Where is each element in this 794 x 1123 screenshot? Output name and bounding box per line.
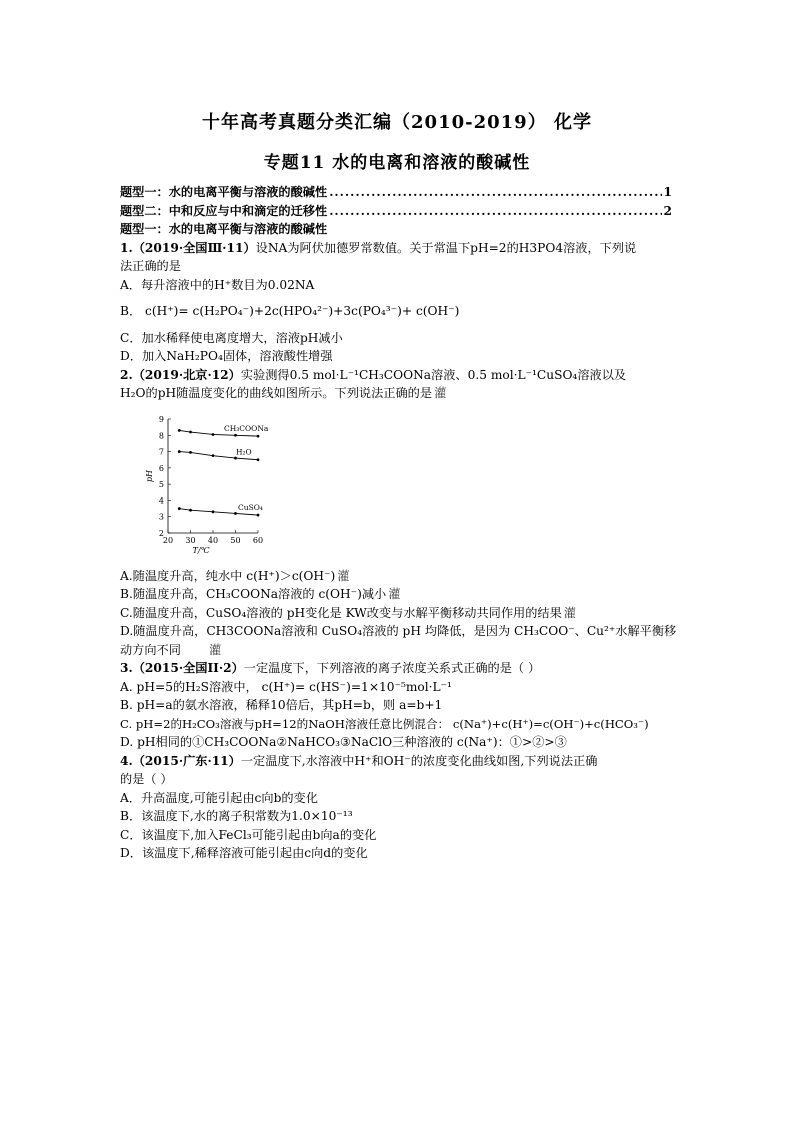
data-point xyxy=(189,450,192,453)
option-b: B.随温度升高，CH₃COONa溶液的 c(OH⁻)减小 xyxy=(120,587,387,601)
question-number: 2. xyxy=(120,367,133,382)
option-c: C．加水稀释使电离度增大，溶液pH减小 xyxy=(120,330,343,345)
option-d: D．该温度下,稀释溶液可能引起由c向d的变化 xyxy=(120,846,368,860)
y-tick-label: 5 xyxy=(158,479,164,489)
question-stem: 一定温度下，下列溶液的离子浓度关系式正确的是（ ） xyxy=(243,661,541,675)
x-tick-label: 30 xyxy=(185,535,196,545)
data-point xyxy=(234,433,237,436)
question-number: 3. xyxy=(120,661,133,675)
y-tick-label: 3 xyxy=(158,512,164,522)
x-tick-label: 50 xyxy=(230,535,241,545)
section-heading: 题型一：水的电离平衡与溶液的酸碱性 xyxy=(120,222,328,236)
data-point xyxy=(178,429,181,432)
stray-mark: 灌 xyxy=(337,568,350,583)
question-stem: 一定温度下,水溶液中H⁺和OH⁻的浓度变化曲线如图,下列说法正确 xyxy=(240,753,598,768)
data-point xyxy=(189,430,192,433)
question-stem-cont: H₂O的pH随温度变化的曲线如图所示。下列说法正确的是 xyxy=(120,386,433,400)
ph-temperature-chart xyxy=(142,411,292,565)
document-title: 十年高考真题分类汇编（2010-2019） 化学 xyxy=(202,112,592,133)
document-body xyxy=(120,183,677,863)
y-tick-label: 6 xyxy=(158,463,164,473)
x-axis-label: T/℃ xyxy=(192,545,210,555)
question-stem: 实验测得0.5 mol·L⁻¹CH₃COONa溶液、0.5 mol·L⁻¹CuSO₄溶液以及 xyxy=(240,367,627,382)
y-tick-label: 4 xyxy=(158,495,164,505)
question-source: （2015·全国II·2） xyxy=(132,661,244,675)
option-d: D.随温度升高，CH3COONa溶液和 CuSO₄溶液的 pH 均降低，是因为 CH₃COO⁻、Cu²⁺水解平衡移 xyxy=(120,624,677,638)
question-2 xyxy=(120,366,677,660)
question-3 xyxy=(120,659,672,752)
x-tick-label: 60 xyxy=(252,535,264,545)
data-point xyxy=(189,508,192,511)
option-d: D．加入NaH₂PO₄固体，溶液酸性增强 xyxy=(120,349,333,363)
data-point xyxy=(234,512,237,515)
stray-mark: 灌 xyxy=(208,642,222,657)
option-a: A.随温度升高，纯水中 c(H⁺)＞c(OH⁻) xyxy=(120,568,336,583)
toc-label: 题型二：中和反应与中和滴定的迁移性 xyxy=(120,203,328,218)
y-tick-label: 9 xyxy=(158,414,164,424)
y-tick-label: 8 xyxy=(158,430,164,440)
series-label: H₂O xyxy=(236,447,252,457)
option-a: A．升高温度,可能引起由c向b的变化 xyxy=(120,790,318,805)
toc-label: 题型一：水的电离平衡与溶液的酸碱性 xyxy=(120,185,328,199)
x-tick-label: 20 xyxy=(162,535,174,545)
data-point xyxy=(234,456,237,459)
y-axis-label: pH xyxy=(145,469,154,482)
toc-page: 2 xyxy=(663,203,672,218)
data-point xyxy=(178,450,181,453)
question-source: （2015·广东·11） xyxy=(132,753,241,768)
toc-page: 1 xyxy=(663,185,672,199)
chart-svg xyxy=(142,411,292,565)
question-number: 4. xyxy=(120,753,133,768)
data-point xyxy=(178,507,181,510)
question-stem: 设NA为阿伏加德罗常数值。关于常温下pH=2的H3PO4溶液，下列说 xyxy=(255,240,637,255)
question-source: （2019·北京·12） xyxy=(132,367,241,382)
question-stem-cont: 法正确的是 xyxy=(120,259,181,273)
toc-leader-dots xyxy=(329,183,661,202)
option-a: A．每升溶液中的H⁺数目为0.02NA xyxy=(120,277,315,292)
x-tick-label: 40 xyxy=(207,535,219,545)
y-tick-label: 7 xyxy=(158,447,164,457)
question-4 xyxy=(120,752,672,863)
data-point xyxy=(212,510,215,513)
option-c: C. pH=2的H₂CO₃溶液与pH=12的NaOH溶液任意比例混合： c(Na⁺)+c(H⁺)=c(OH⁻)+c(HCO₃⁻) xyxy=(120,716,649,731)
toc-entry-2[interactable] xyxy=(120,202,672,221)
stray-mark: 灌 xyxy=(563,605,576,620)
option-b: B. pH=a的氨水溶液，稀释10倍后，其pH=b，则 a=b+1 xyxy=(120,698,443,712)
option-c: C．该温度下,加入FeCl₃可能引起由b向a的变化 xyxy=(120,827,377,842)
series-label: CH₃COONa xyxy=(224,423,269,433)
question-stem-cont: 的是（ ） xyxy=(120,772,173,786)
option-c: C.随温度升高，CuSO₄溶液的 pH变化是 KW改变与水解平衡移动共同作用的结果 xyxy=(120,605,562,620)
data-point xyxy=(212,433,215,436)
data-point xyxy=(212,454,215,457)
question-number: 1. xyxy=(120,240,133,255)
question-source: （2019·全国Ⅲ·11） xyxy=(132,240,256,255)
option-b: B． c(H⁺)= c(H₂PO₄⁻)+2c(HPO₄²⁻)+3c(PO₄³⁻)+ c(OH⁻) xyxy=(120,304,460,318)
toc-leader-dots xyxy=(329,202,661,221)
data-point xyxy=(257,458,260,461)
data-point xyxy=(257,513,260,516)
question-1 xyxy=(120,239,672,366)
topic-subtitle: 专题11 水的电离和溶液的酸碱性 xyxy=(263,153,531,173)
stray-mark: 灌 xyxy=(434,386,447,400)
option-a: A. pH=5的H₂S溶液中， c(H⁺)= c(HS⁻)=1×10⁻⁵mol·L⁻¹ xyxy=(120,679,452,694)
data-point xyxy=(257,434,260,437)
option-d: D. pH相同的①CH₃COONa②NaHCO₃③NaClO三种溶液的 c(Na⁺)：①>②>③ xyxy=(120,735,567,749)
y-tick-label: 2 xyxy=(158,528,164,538)
option-b: B．该温度下,水的离子积常数为1.0×10⁻¹³ xyxy=(120,809,353,823)
option-d-cont: 动方向不同 xyxy=(120,642,181,657)
stray-mark: 灌 xyxy=(388,587,401,601)
toc-entry-1[interactable] xyxy=(120,183,672,202)
series-label: CuSO₄ xyxy=(238,502,263,512)
